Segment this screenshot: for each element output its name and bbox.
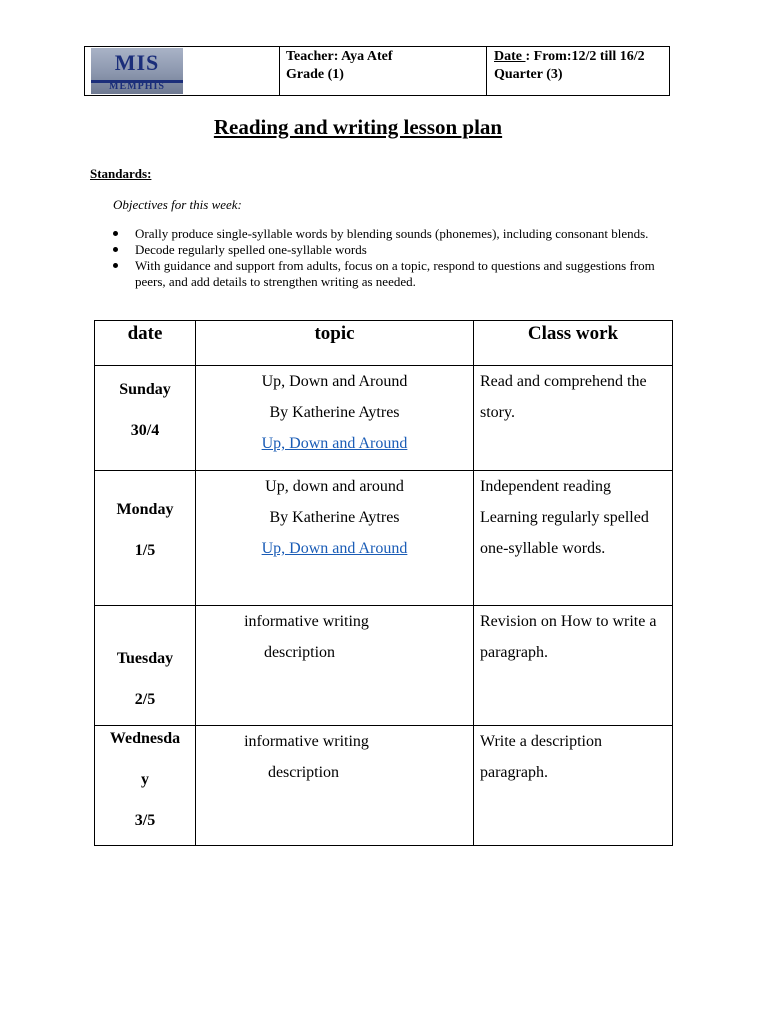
classwork-cell xyxy=(474,471,673,606)
logo-cell xyxy=(85,47,280,96)
table-header-row xyxy=(95,321,673,366)
list-item: Orally produce single-syllable words by blending sounds (phonemes), including consonant blends. xyxy=(113,226,673,242)
bullet-icon xyxy=(113,263,118,268)
day-name: Monday xyxy=(116,501,174,518)
column-header-classwork: Class work xyxy=(474,321,673,366)
day-name: Tuesday xyxy=(116,650,174,667)
school-logo xyxy=(91,48,183,94)
lesson-table xyxy=(94,320,673,846)
classwork-text: Revision on How to write a paragraph. xyxy=(480,613,657,661)
topic-cell xyxy=(196,726,474,846)
bullet-icon xyxy=(113,247,118,252)
topic-cell xyxy=(196,471,474,606)
topic-title: Up, down and around xyxy=(265,478,404,495)
topic-cell xyxy=(196,366,474,471)
day-cell xyxy=(95,726,196,846)
classwork-text: Independent reading xyxy=(480,478,612,495)
bullet-icon xyxy=(113,231,118,236)
column-header-topic: topic xyxy=(196,321,474,366)
date-value: : From:12/2 till 16/2 xyxy=(525,49,645,64)
day-date: 1/5 xyxy=(134,542,156,559)
column-header-date: date xyxy=(95,321,196,366)
topic-link[interactable]: Up, Down and Around xyxy=(261,540,408,557)
teacher-name: Teacher: Aya Atef xyxy=(286,49,393,64)
topic-title: informative writing xyxy=(244,613,369,630)
classwork-cell xyxy=(474,606,673,726)
day-name: Sunday xyxy=(119,381,171,398)
day-cell xyxy=(95,471,196,606)
objectives-list xyxy=(113,226,673,290)
topic-title: Up, Down and Around xyxy=(261,373,408,390)
list-item: Decode regularly spelled one-syllable words xyxy=(113,242,673,258)
objectives-label: Objectives for this week: xyxy=(113,197,242,212)
topic-link[interactable]: Up, Down and Around xyxy=(261,435,408,452)
date-cell xyxy=(487,47,670,96)
classwork-text: Learning regularly spelled one-syllable words. xyxy=(480,509,649,557)
teacher-cell xyxy=(280,47,487,96)
date-line xyxy=(494,48,662,66)
logo-name: MEMPHIS xyxy=(109,81,165,92)
standards-label: Standards: xyxy=(90,166,152,181)
table-row xyxy=(95,471,673,606)
topic-cell xyxy=(196,606,474,726)
list-item: With guidance and support from adults, focus on a topic, respond to questions and suggestions from peers, and add details to strengthen writing as needed. xyxy=(113,258,673,290)
logo-text: MIS xyxy=(114,50,160,75)
day-date: 30/4 xyxy=(130,422,160,439)
day-name-part2: y xyxy=(141,771,149,788)
table-row xyxy=(95,606,673,726)
quarter: Quarter (3) xyxy=(494,67,563,82)
day-cell xyxy=(95,606,196,726)
date-label: Date xyxy=(494,49,526,64)
classwork-text: Read and comprehend the story. xyxy=(480,373,647,421)
classwork-text: Write a description paragraph. xyxy=(480,733,602,781)
day-date: 2/5 xyxy=(134,691,156,708)
classwork-cell xyxy=(474,366,673,471)
day-cell xyxy=(95,366,196,471)
day-name-part1: Wednesda xyxy=(109,730,181,747)
table-row xyxy=(95,366,673,471)
grade: Grade (1) xyxy=(286,67,344,82)
day-date: 3/5 xyxy=(134,812,156,829)
topic-subtitle: description xyxy=(267,764,340,781)
header-table xyxy=(84,46,670,96)
topic-title: informative writing xyxy=(244,733,369,750)
topic-author: By Katherine Aytres xyxy=(269,404,400,421)
classwork-cell xyxy=(474,726,673,846)
page-title: Reading and writing lesson plan xyxy=(213,115,503,139)
table-row xyxy=(95,726,673,846)
topic-subtitle: description xyxy=(263,644,336,661)
topic-author: By Katherine Aytres xyxy=(269,509,400,526)
